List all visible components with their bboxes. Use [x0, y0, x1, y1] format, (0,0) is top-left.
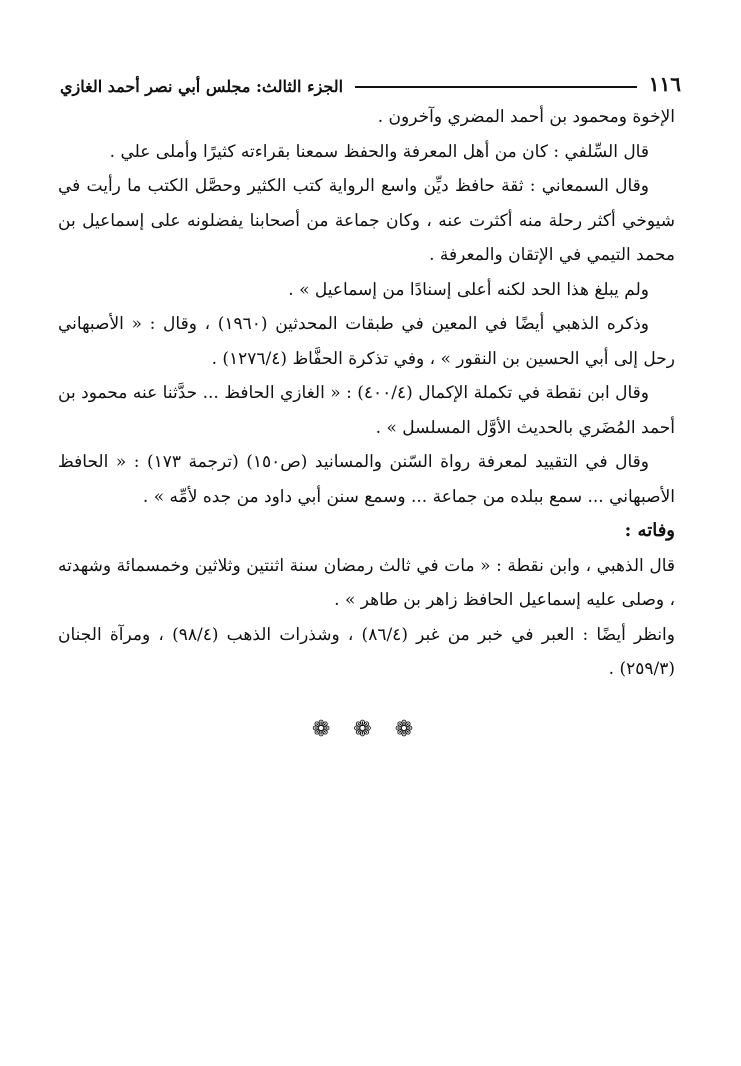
paragraph: وقال السمعاني : ثقة حافظ ديِّن واسع الرواية كتب الكثير وحصَّل الكتب ما رأيت في شيوخي أكثر رحلة منه أكثرت عنه ، وكان جماعة من أصحابنا يفضلونه على إسماعيل بن محمد التيمي في الإتقان والمعرفة . [58, 176, 675, 265]
page-number: ١١٦ [648, 72, 681, 96]
running-title: الجزء الثالث: مجلس أبي نصر أحمد الغازي [60, 77, 344, 96]
paragraph: وانظر أيضًا : العبر في خبر من غبر (٨٦/٤) ، وشذرات الذهب (٩٨/٤) ، ومرآة الجنان (٢٥٩/٣) . [58, 624, 675, 679]
paragraph: وقال في التقييد لمعرفة رواة السّنن والمسانيد (ص١٥٠) (ترجمة ١٧٣) : « الحافظ الأصبهاني ... سمع ببلده من جماعة ... وسمع سنن أبي داود من جده لأمِّه » . [58, 452, 675, 507]
paragraph: قال الذهبي ، وابن نقطة : « مات في ثالث رمضان سنة اثنتين وثلاثين وخمسمائة وشهدته ، وصلى عليه إسماعيل الحافظ زاهر بن طاهر » . [58, 555, 675, 610]
paragraph: وذكره الذهبي أيضًا في المعين في طبقات المحدثين (١٩٦٠) ، وقال : « الأصبهاني رحل إلى أبي الحسين بن النقور » ، وفي تذكرة الحفَّاظ (١٢٧٦/٤) . [58, 314, 675, 369]
page-body [58, 100, 675, 747]
ornament-divider: ❁ ❁ ❁ [311, 716, 422, 742]
paragraph: ولم يبلغ هذا الحد لكنه أعلى إسنادًا من إسماعيل » . [288, 279, 649, 300]
paragraph: الإخوة ومحمود بن أحمد المضري وآخرون . [377, 107, 675, 127]
paragraph: وقال ابن نقطة في تكملة الإكمال (٤٠٠/٤) : « الغازي الحافظ ... حدَّثنا عنه محمود بن أحمد المُضَري بالحديث الأوَّل المسلسل » . [58, 383, 675, 438]
section-heading: وفاته : [624, 520, 675, 541]
paragraph: قال السِّلفي : كان من أهل المعرفة والحفظ سمعنا بقراءته كثيرًا وأملى علي . [109, 141, 649, 162]
page-header [60, 60, 681, 96]
header-rule [355, 86, 637, 88]
